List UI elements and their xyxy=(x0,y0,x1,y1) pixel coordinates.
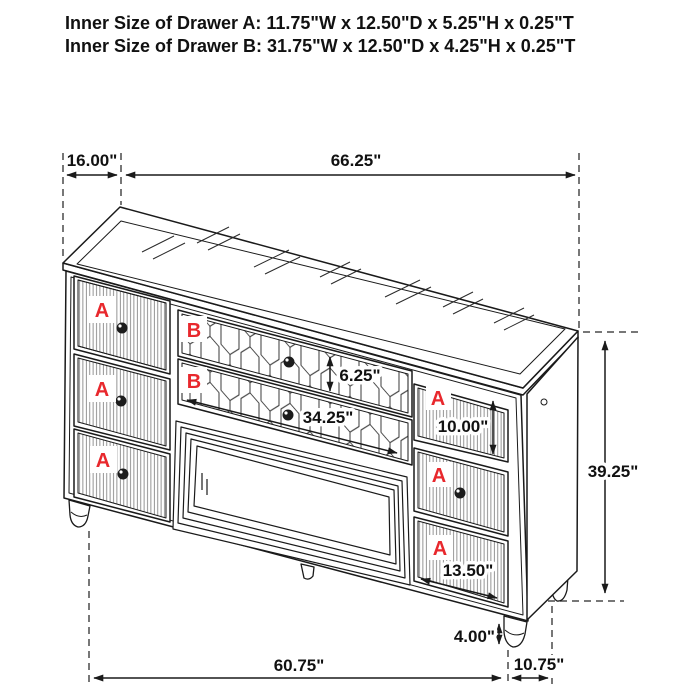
dim-label-offset-left: 16.00" xyxy=(66,151,118,170)
dim-label-leg-height: 4.00" xyxy=(453,627,495,646)
title-line-2: Inner Size of Drawer B: 31.75"W x 12.50"D x 4.25"H x 0.25"T xyxy=(65,36,576,56)
badge-a5-letter: A xyxy=(431,465,447,487)
dim-label-b-width: 34.25" xyxy=(302,408,354,427)
dim-label-b-height: 6.25" xyxy=(339,366,381,385)
dim-label-width-top: 66.25" xyxy=(330,151,382,170)
badge-a6-letter: A xyxy=(432,538,448,560)
dim-label-a-height: 10.00" xyxy=(437,417,489,436)
drawer-knob-icon xyxy=(117,323,127,333)
dim-label-depth: 10.75" xyxy=(513,655,565,674)
drawer-knob-icon xyxy=(116,396,126,406)
dim-label-width-bottom: 60.75" xyxy=(273,656,325,675)
drawer-knob-icon xyxy=(284,357,294,367)
dim-label-a-width: 13.50" xyxy=(442,561,494,580)
badge-a4-letter: A xyxy=(430,388,446,410)
drawer-knob-icon xyxy=(455,488,465,498)
title-line-1: Inner Size of Drawer A: 11.75"W x 12.50"D x 5.25"H x 0.25"T xyxy=(65,13,574,33)
badge-b1-letter: B xyxy=(186,320,202,342)
dresser-drawing xyxy=(63,207,578,647)
drawer-knob-icon xyxy=(118,469,128,479)
drawer-knob-icon xyxy=(283,410,293,420)
badge-a2-letter: A xyxy=(94,379,110,401)
front-middle-leg xyxy=(301,564,314,579)
badge-a3-letter: A xyxy=(95,450,111,472)
badge-b2-letter: B xyxy=(186,371,202,393)
badge-a1-letter: A xyxy=(94,300,110,322)
dim-label-height: 39.25" xyxy=(587,462,639,481)
